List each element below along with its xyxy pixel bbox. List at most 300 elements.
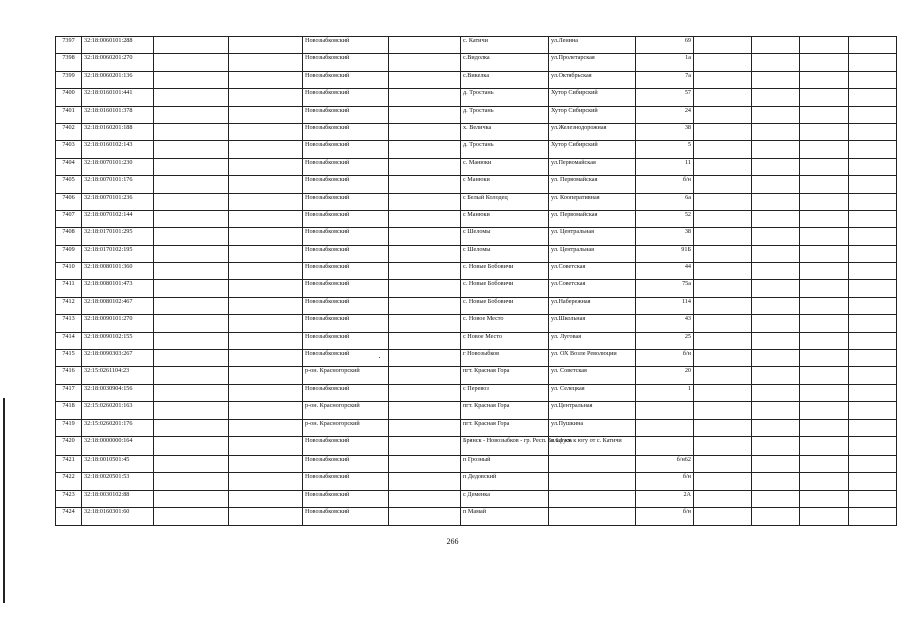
table-cell [389, 71, 461, 88]
table-cell [849, 89, 897, 106]
table-cell: ул. ОХ Возле Революции [549, 350, 636, 367]
table-cell [849, 54, 897, 71]
table-cell [229, 315, 303, 332]
table-cell [549, 490, 636, 507]
table-cell: Новозыбковский [303, 228, 389, 245]
table-cell: ул.Ленина [549, 37, 636, 54]
table-cell [849, 436, 897, 455]
table-cell [800, 245, 849, 262]
table-cell [389, 89, 461, 106]
table-cell [849, 106, 897, 123]
table-cell [154, 367, 229, 384]
table-cell: 7421 [56, 455, 82, 472]
table-cell [752, 54, 800, 71]
table-cell: с Шеломы [461, 245, 549, 262]
table-cell: ул.Советская [549, 263, 636, 280]
table-cell: 32:18:0030102:88 [82, 490, 154, 507]
table-cell: 57 [636, 89, 694, 106]
table-cell [752, 123, 800, 140]
table-cell [154, 402, 229, 419]
table-cell: 24 [636, 106, 694, 123]
table-cell [800, 106, 849, 123]
table-cell: 7417 [56, 384, 82, 401]
table-row [56, 193, 897, 210]
table-cell [389, 123, 461, 140]
table-cell: ул.Октябрьская [549, 71, 636, 88]
table-cell [752, 210, 800, 227]
table-cell [389, 508, 461, 525]
table-cell [154, 350, 229, 367]
table-cell: 44 [636, 263, 694, 280]
table-cell [800, 141, 849, 158]
table-cell [752, 419, 800, 436]
table-cell: 32:18:0000000:164 [82, 436, 154, 455]
table-cell: ул.Железнодорожная [549, 123, 636, 140]
table-cell: ул. Селецкая [549, 384, 636, 401]
table-cell: ул.Пушкина [549, 419, 636, 436]
table-cell: Хутор Сибирский [549, 89, 636, 106]
table-cell [849, 193, 897, 210]
table-cell [752, 367, 800, 384]
table-cell [389, 106, 461, 123]
table-cell [389, 141, 461, 158]
table-cell [849, 473, 897, 490]
table-cell [229, 158, 303, 175]
table-cell [229, 508, 303, 525]
table-cell: 32:18:0070101:236 [82, 193, 154, 210]
table-cell: 32:18:0070101:230 [82, 158, 154, 175]
table-cell: 7409 [56, 245, 82, 262]
table-cell: 7414 [56, 332, 82, 349]
table-cell: п Мамай [461, 508, 549, 525]
table-cell: 7406 [56, 193, 82, 210]
table-cell [229, 297, 303, 314]
table-cell: 32:18:0090303:267 [82, 350, 154, 367]
table-cell: ул. Центральная [549, 245, 636, 262]
table-cell: Новозыбковский [303, 71, 389, 88]
table-cell [229, 436, 303, 455]
table-cell [849, 158, 897, 175]
table-cell [154, 455, 229, 472]
table-row [56, 280, 897, 297]
table-cell: 32:18:0090101:270 [82, 315, 154, 332]
table-cell [800, 228, 849, 245]
table-cell [800, 332, 849, 349]
table-cell: ул. Советская [549, 367, 636, 384]
table-cell: с Манюки [461, 210, 549, 227]
table-cell: Новозыбковский [303, 297, 389, 314]
table-cell [800, 508, 849, 525]
table-cell [800, 158, 849, 175]
table-cell [752, 315, 800, 332]
table-cell: 38 [636, 228, 694, 245]
table-cell: ул. Центральная [549, 228, 636, 245]
table-cell [752, 280, 800, 297]
table-cell: 7403 [56, 141, 82, 158]
table-cell [694, 54, 752, 71]
table-cell: Хутор Сибирский [549, 106, 636, 123]
table-cell: б/н62 [636, 455, 694, 472]
table-cell: 32:18:0090102:155 [82, 332, 154, 349]
table-cell [752, 228, 800, 245]
table-cell: 32:18:0070102:144 [82, 210, 154, 227]
table-cell [389, 473, 461, 490]
table-cell: Брянск - Новозыбков - гр. Респ. Беларусь [461, 436, 549, 455]
table-cell: 7419 [56, 419, 82, 436]
table-cell: Новозыбковский [303, 106, 389, 123]
table-cell [229, 402, 303, 419]
table-cell: 32:15:0261104:23 [82, 367, 154, 384]
table-cell: с. Новые Бобовичи [461, 263, 549, 280]
table-cell: 7416 [56, 367, 82, 384]
table-cell [694, 436, 752, 455]
table-cell: д. Тростань [461, 89, 549, 106]
table-cell: 91Б [636, 245, 694, 262]
table-cell [694, 37, 752, 54]
table-cell [694, 123, 752, 140]
table-cell: 32:18:0160301:60 [82, 508, 154, 525]
table-cell [752, 106, 800, 123]
table-cell [694, 384, 752, 401]
table-cell [694, 315, 752, 332]
table-cell: 1 [636, 384, 694, 401]
table-cell: 1а [636, 54, 694, 71]
table-row [56, 71, 897, 88]
table-cell [800, 402, 849, 419]
table-cell [636, 419, 694, 436]
table-cell: Новозыбковский [303, 350, 389, 367]
table-cell: с. Новое Место [461, 315, 549, 332]
table-cell [752, 297, 800, 314]
table-cell: Новозыбковский [303, 176, 389, 193]
table-row [56, 436, 897, 455]
table-cell [800, 384, 849, 401]
table-row [56, 141, 897, 158]
table-cell: Новозыбковский [303, 123, 389, 140]
table-cell [229, 473, 303, 490]
table-cell [694, 419, 752, 436]
table-cell: в 1.1 км к югу от с. Катичи [549, 436, 636, 455]
table-cell [154, 490, 229, 507]
table-cell: б/н [636, 350, 694, 367]
table-cell: 6а [636, 193, 694, 210]
table-cell [389, 54, 461, 71]
table-cell: 32:18:0060201:270 [82, 54, 154, 71]
table-cell: р-он. Красногорский [303, 419, 389, 436]
table-cell [752, 508, 800, 525]
table-cell [752, 455, 800, 472]
table-row [56, 54, 897, 71]
table-cell [389, 419, 461, 436]
table-cell: 32:18:0160101:441 [82, 89, 154, 106]
table-cell: 11 [636, 158, 694, 175]
table-cell: 7405 [56, 176, 82, 193]
table-cell [229, 123, 303, 140]
table-cell: пгт. Красная Гора [461, 419, 549, 436]
table-cell: с. Новые Бобовичи [461, 280, 549, 297]
table-cell [694, 89, 752, 106]
table-cell [800, 263, 849, 280]
table-cell: р-он. Красногорский [303, 402, 389, 419]
table-row [56, 106, 897, 123]
table-cell [694, 158, 752, 175]
table-cell: с.Видолка [461, 54, 549, 71]
table-cell [154, 297, 229, 314]
table-cell [229, 176, 303, 193]
table-cell [694, 508, 752, 525]
table-cell [800, 490, 849, 507]
table-cell [849, 455, 897, 472]
table-cell [229, 71, 303, 88]
table-cell [800, 436, 849, 455]
table-cell: ул.Советская [549, 280, 636, 297]
table-cell [154, 384, 229, 401]
table-cell [389, 263, 461, 280]
table-cell: 7424 [56, 508, 82, 525]
table-cell [389, 193, 461, 210]
table-cell [752, 158, 800, 175]
table-cell [389, 228, 461, 245]
table-cell [229, 332, 303, 349]
table-cell [849, 37, 897, 54]
table-cell: 7418 [56, 402, 82, 419]
table-cell: 7а [636, 71, 694, 88]
table-cell [694, 193, 752, 210]
table-cell [800, 455, 849, 472]
table-cell: 32:15:0260201:176 [82, 419, 154, 436]
table-cell: 32:18:0070101:176 [82, 176, 154, 193]
table-cell: 32:18:0170102:195 [82, 245, 154, 262]
table-cell: ул.Школьная [549, 315, 636, 332]
table-cell [849, 350, 897, 367]
table-cell: 7399 [56, 71, 82, 88]
table-cell [229, 228, 303, 245]
table-cell [849, 297, 897, 314]
table-cell [154, 315, 229, 332]
table-cell [752, 332, 800, 349]
table-cell [800, 193, 849, 210]
table-cell [389, 350, 461, 367]
table-cell: 25 [636, 332, 694, 349]
table-cell [694, 490, 752, 507]
table-cell [800, 473, 849, 490]
table-cell [752, 193, 800, 210]
table-cell: 32:18:0080101:360 [82, 263, 154, 280]
table-cell [154, 123, 229, 140]
table-cell [800, 210, 849, 227]
table-cell: с. Катичи [461, 37, 549, 54]
table-cell [229, 89, 303, 106]
table-cell: пгт. Красная Гора [461, 402, 549, 419]
table-cell [154, 210, 229, 227]
table-cell [752, 71, 800, 88]
table-row [56, 490, 897, 507]
table-cell [229, 245, 303, 262]
table-cell: Новозыбковский [303, 210, 389, 227]
table-cell [154, 508, 229, 525]
table-cell [694, 402, 752, 419]
table-cell [849, 141, 897, 158]
table-cell: Новозыбковский [303, 263, 389, 280]
table-cell: Новозыбковский [303, 490, 389, 507]
table-cell [752, 473, 800, 490]
table-cell [849, 508, 897, 525]
table-cell [229, 263, 303, 280]
table-cell [849, 263, 897, 280]
table-cell [154, 71, 229, 88]
table-cell [694, 350, 752, 367]
table-cell [694, 263, 752, 280]
table-cell: Новозыбковский [303, 89, 389, 106]
table-row [56, 508, 897, 525]
table-cell: д. Тростань [461, 141, 549, 158]
table-cell [229, 367, 303, 384]
table-cell: Новозыбковский [303, 455, 389, 472]
table-cell [389, 176, 461, 193]
table-cell: 7407 [56, 210, 82, 227]
table-cell: х. Величка [461, 123, 549, 140]
table-cell: 32:18:0160102:143 [82, 141, 154, 158]
table-cell: 32:18:0080101:473 [82, 280, 154, 297]
table-row [56, 37, 897, 54]
table-cell [694, 297, 752, 314]
table-cell [849, 419, 897, 436]
table-cell [849, 245, 897, 262]
table-cell [849, 332, 897, 349]
table-row [56, 473, 897, 490]
table-cell: 75а [636, 280, 694, 297]
table-cell [752, 263, 800, 280]
table-row [56, 176, 897, 193]
table-cell [229, 490, 303, 507]
table-cell [154, 89, 229, 106]
table-cell: Новозыбковский [303, 280, 389, 297]
table-row [56, 158, 897, 175]
table-cell: б/н [636, 176, 694, 193]
table-row [56, 315, 897, 332]
table-cell: пгт. Красная Гора [461, 367, 549, 384]
table-cell [800, 89, 849, 106]
table-cell: 32:18:0060201:136 [82, 71, 154, 88]
table-cell: 7422 [56, 473, 82, 490]
table-cell [389, 37, 461, 54]
table-cell [849, 280, 897, 297]
table-cell: Новозыбковский [303, 315, 389, 332]
table-cell: 52 [636, 210, 694, 227]
table-cell: с.Викелка [461, 71, 549, 88]
table-cell: п Грозный [461, 455, 549, 472]
table-cell [694, 71, 752, 88]
table-cell: ул.Центральная [549, 402, 636, 419]
table-cell [229, 384, 303, 401]
table-cell: 7411 [56, 280, 82, 297]
table-row [56, 210, 897, 227]
table-cell: ул. Первомайская [549, 176, 636, 193]
table-cell: 32:18:0030904:156 [82, 384, 154, 401]
table-cell: п Дедовский [461, 473, 549, 490]
table-cell: 38 [636, 123, 694, 140]
table-cell [849, 384, 897, 401]
table-cell: г Новозыбков [461, 350, 549, 367]
table-cell: Новозыбковский [303, 436, 389, 455]
table-row [56, 384, 897, 401]
table-cell [154, 419, 229, 436]
table-cell [229, 106, 303, 123]
table-cell: Новозыбковский [303, 158, 389, 175]
table-cell [154, 436, 229, 455]
table-cell [229, 37, 303, 54]
table-cell [800, 315, 849, 332]
table-cell: с. Новые Бобовичи [461, 297, 549, 314]
table-cell: 2А [636, 490, 694, 507]
table-cell [800, 71, 849, 88]
table-cell [849, 176, 897, 193]
table-cell [389, 297, 461, 314]
table-cell: 7423 [56, 490, 82, 507]
table-cell [229, 54, 303, 71]
table-cell [694, 228, 752, 245]
table-cell [389, 158, 461, 175]
table-cell [154, 280, 229, 297]
table-cell [752, 37, 800, 54]
table-cell [229, 419, 303, 436]
table-cell: 7408 [56, 228, 82, 245]
table-cell [694, 367, 752, 384]
table-cell [849, 210, 897, 227]
table-cell: 7420 [56, 436, 82, 455]
table-cell: ул.Пролетарская [549, 54, 636, 71]
table-cell: 7402 [56, 123, 82, 140]
table-cell: 69 [636, 37, 694, 54]
table-cell [389, 455, 461, 472]
table-row [56, 455, 897, 472]
table-cell [694, 176, 752, 193]
table-cell: Хутор Сибирский [549, 141, 636, 158]
table-cell: 7415 [56, 350, 82, 367]
table-cell [694, 245, 752, 262]
table-cell: с Белый Колодец [461, 193, 549, 210]
table-cell [800, 350, 849, 367]
table-cell [389, 436, 461, 455]
table-cell [849, 367, 897, 384]
table-cell [694, 455, 752, 472]
table-cell: 7398 [56, 54, 82, 71]
table-cell [389, 384, 461, 401]
registry-body [56, 37, 897, 526]
table-cell [229, 210, 303, 227]
table-cell [389, 367, 461, 384]
table-cell [694, 141, 752, 158]
table-cell [849, 490, 897, 507]
table-cell [229, 141, 303, 158]
table-cell: ул. Кооперативная [549, 193, 636, 210]
table-row [56, 350, 897, 367]
table-cell [154, 473, 229, 490]
table-cell: Новозыбковский [303, 384, 389, 401]
table-cell: ул. Луговая [549, 332, 636, 349]
table-row [56, 332, 897, 349]
table-cell: 114 [636, 297, 694, 314]
table-cell: 32:18:0080102:467 [82, 297, 154, 314]
table-cell: с Деменка [461, 490, 549, 507]
table-row [56, 402, 897, 419]
table-cell: 5 [636, 141, 694, 158]
table-cell: 32:18:0160101:378 [82, 106, 154, 123]
table-cell [389, 402, 461, 419]
table-cell: Новозыбковский [303, 37, 389, 54]
table-cell [752, 436, 800, 455]
table-cell: 32:18:0020501:53 [82, 473, 154, 490]
